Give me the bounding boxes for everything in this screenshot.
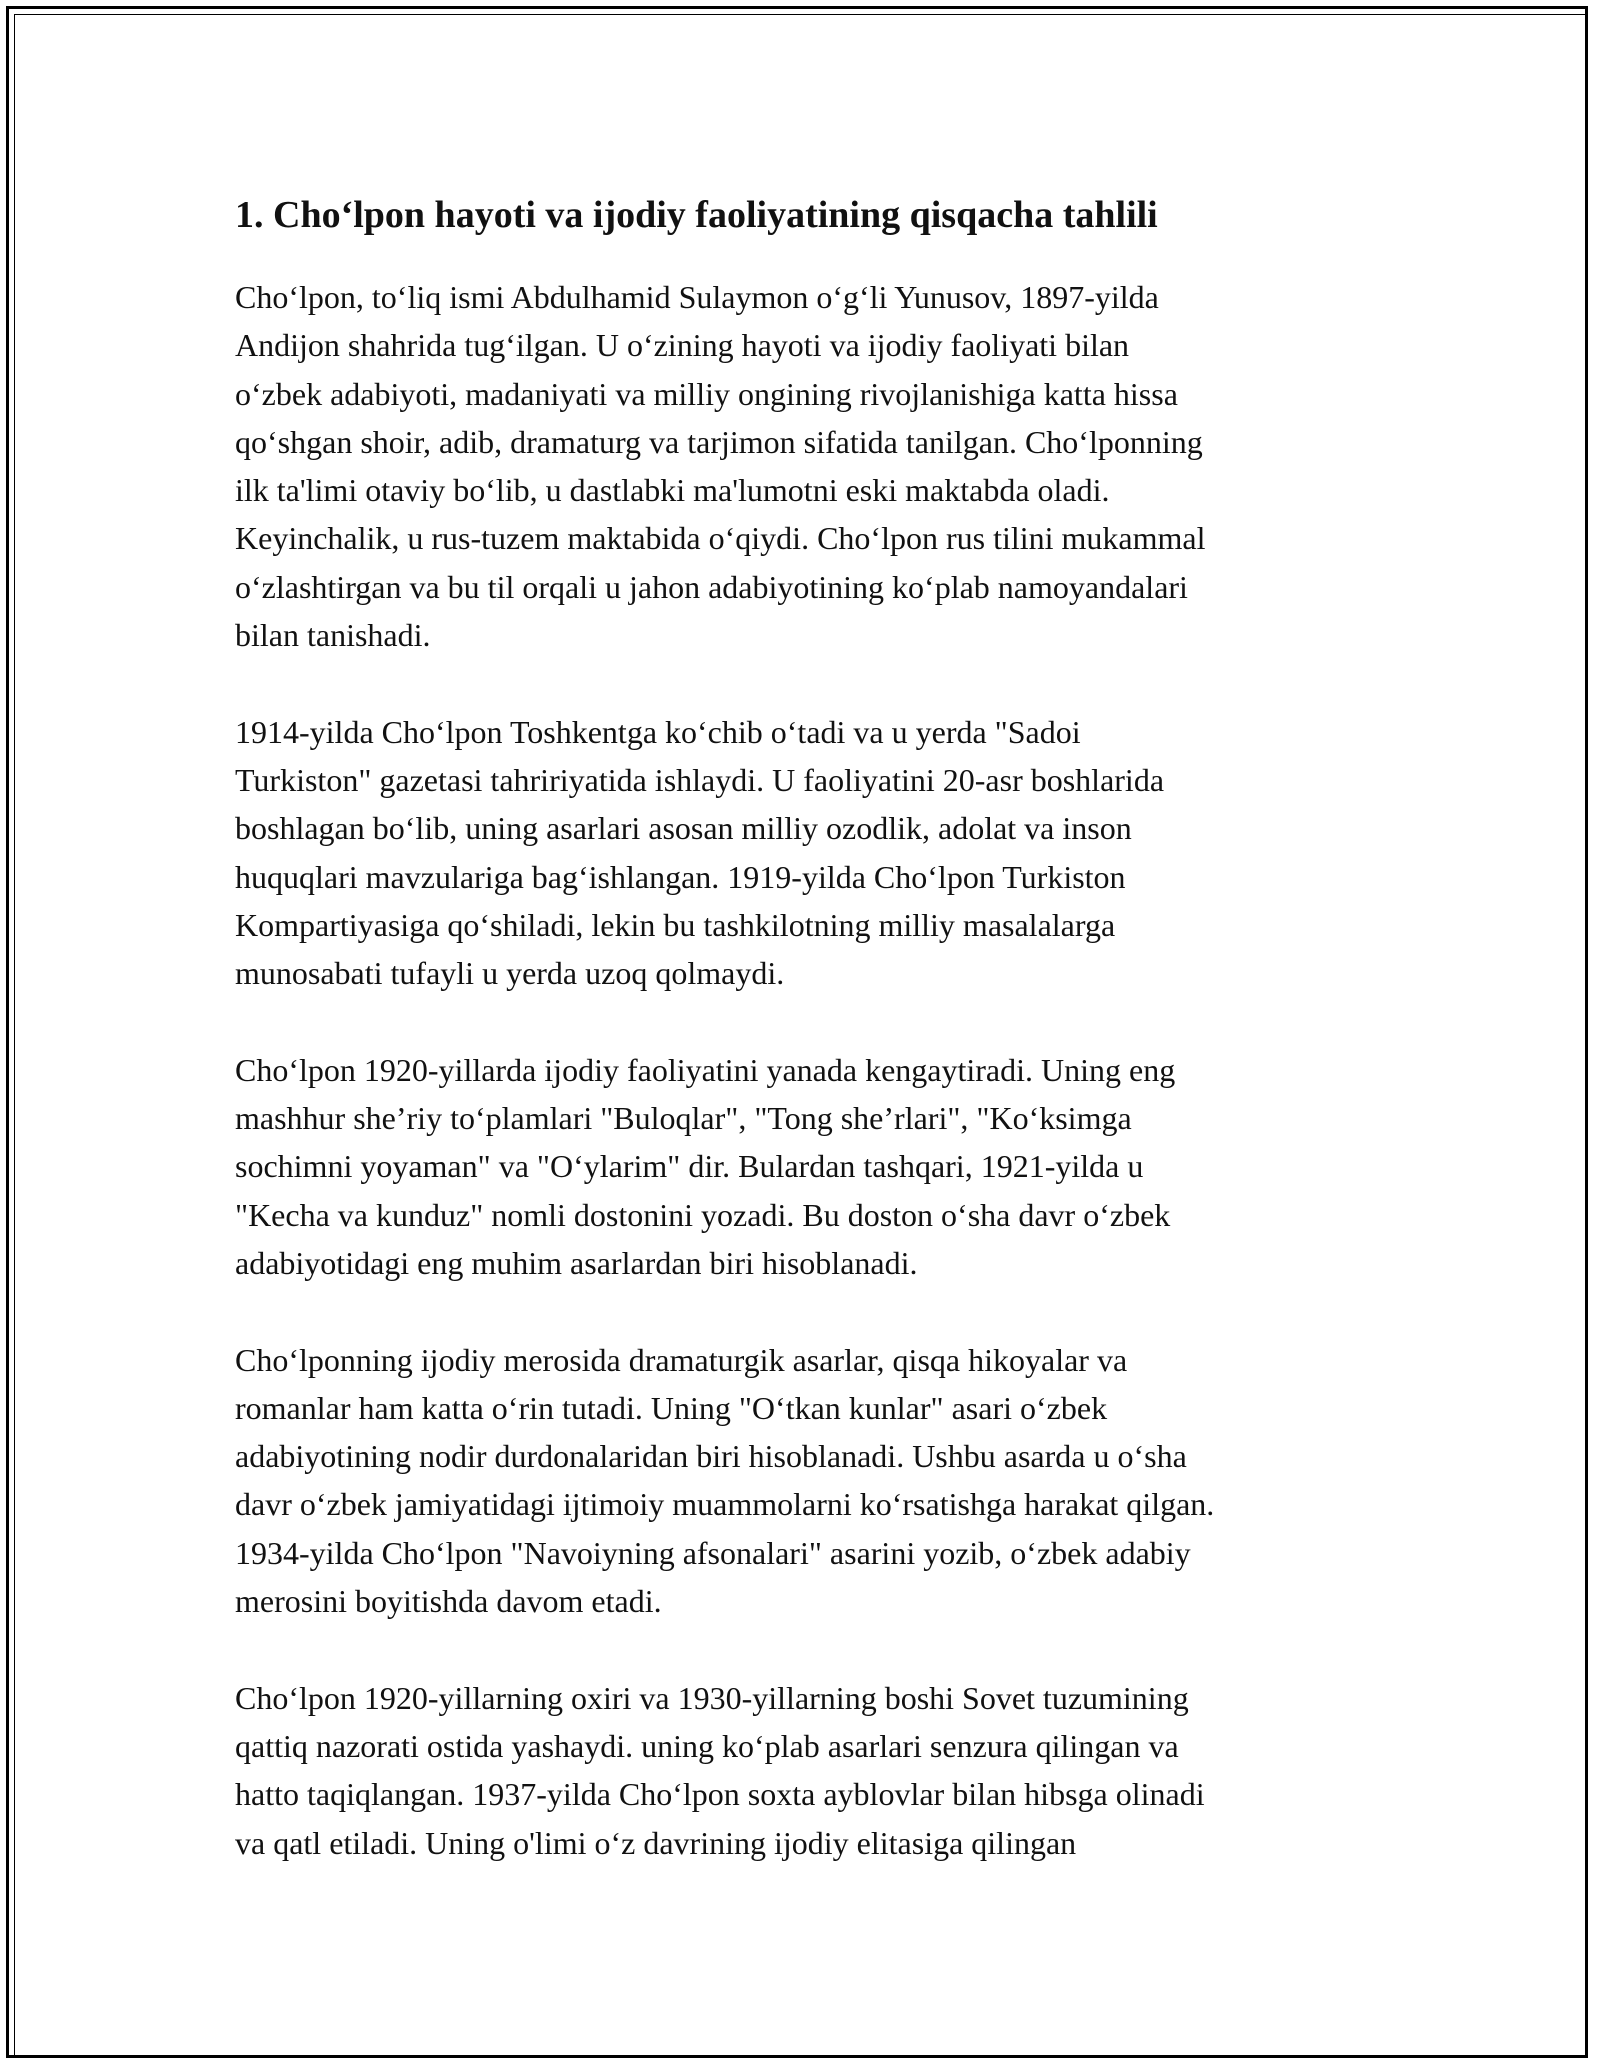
text-line: boshlagan bo‘lib, uning asarlari asosan milliy ozodlik, adolat va inson bbox=[235, 810, 1132, 847]
text-line: hatto taqiqlangan. 1937-yilda Cho‘lpon soxta ayblovlar bilan hibsga olinadi bbox=[235, 1776, 1205, 1813]
text-line: Cho‘lponning ijodiy merosida dramaturgik asarlar, qisqa hikoyalar va bbox=[235, 1341, 1128, 1378]
paragraph-5 bbox=[235, 1674, 1375, 1867]
text-line: o‘zbek adabiyoti, madaniyati va milliy ongining rivojlanishiga katta hissa bbox=[235, 375, 1178, 412]
paragraph-1 bbox=[235, 273, 1375, 659]
text-line: bilan tanishadi. bbox=[235, 617, 431, 654]
document-body bbox=[235, 185, 1375, 1915]
text-line: sochimni yoyaman" va "O‘ylarim" dir. Bulardan tashqari, 1921-yilda u bbox=[235, 1148, 1144, 1185]
text-line: munosabati tufayli u yerda uzoq qolmaydi. bbox=[235, 955, 785, 992]
text-line: va qatl etiladi. Uning o'limi o‘z davrining ijodiy elitasiga qilingan bbox=[235, 1824, 1077, 1861]
text-line: mashhur she’riy to‘plamlari "Buloqlar", "Tong she’rlari", "Ko‘ksimga bbox=[235, 1100, 1132, 1137]
paragraph-3 bbox=[235, 1046, 1375, 1287]
text-line: romanlar ham katta o‘rin tutadi. Uning "O‘tkan kunlar" asari o‘zbek bbox=[235, 1389, 1108, 1426]
text-line: Andijon shahrida tug‘ilgan. U o‘zining hayoti va ijodiy faoliyati bilan bbox=[235, 327, 1130, 364]
text-line: adabiyotidagi eng muhim asarlardan biri hisoblanadi. bbox=[235, 1244, 918, 1281]
text-line: Cho‘lpon 1920-yillarda ijodiy faoliyatini yanada kengaytiradi. Uning eng bbox=[235, 1051, 1176, 1088]
text-line: "Kecha va kunduz" nomli dostonini yozadi. Bu doston o‘sha davr o‘zbek bbox=[235, 1196, 1171, 1233]
text-line: Turkiston" gazetasi tahririyatida ishlaydi. U faoliyatini 20-asr boshlarida bbox=[235, 761, 1165, 798]
text-line: o‘zlashtirgan va bu til orqali u jahon adabiyotining ko‘plab namoyandalari bbox=[235, 568, 1188, 605]
text-line: 1914-yilda Cho‘lpon Toshkentga ko‘chib o‘tadi va u yerda "Sadoi bbox=[235, 713, 1081, 750]
text-line: huquqlari mavzulariga bag‘ishlangan. 1919-yilda Cho‘lpon Turkiston bbox=[235, 858, 1126, 895]
section-heading: 1. Cho‘lpon hayoti va ijodiy faoliyatining qisqacha tahlili bbox=[235, 194, 1158, 236]
paragraph-4 bbox=[235, 1336, 1375, 1626]
text-line: adabiyotining nodir durdonalaridan biri hisoblanadi. Ushbu asarda u o‘sha bbox=[235, 1438, 1187, 1475]
text-line: 1934-yilda Cho‘lpon "Navoiyning afsonalari" asarini yozib, o‘zbek adabiy bbox=[235, 1534, 1191, 1571]
text-line: merosini boyitishda davom etadi. bbox=[235, 1583, 662, 1620]
text-line: davr o‘zbek jamiyatidagi ijtimoiy muammolarni ko‘rsatishga harakat qilgan. bbox=[235, 1486, 1215, 1523]
text-line: Keyinchalik, u rus-tuzem maktabida o‘qiydi. Cho‘lpon rus tilini mukammal bbox=[235, 520, 1206, 557]
text-line: Kompartiyasiga qo‘shiladi, lekin bu tashkilotning milliy masalalarga bbox=[235, 906, 1116, 943]
text-line: qattiq nazorati ostida yashaydi. uning ko‘plab asarlari senzura qilingan va bbox=[235, 1727, 1179, 1764]
text-line: Cho‘lpon, to‘liq ismi Abdulhamid Sulaymon o‘g‘li Yunusov, 1897-yilda bbox=[235, 279, 1159, 315]
text-line: qo‘shgan shoir, adib, dramaturg va tarjimon sifatida tanilgan. Cho‘lponning bbox=[235, 423, 1203, 460]
text-line: Cho‘lpon 1920-yillarning oxiri va 1930-yillarning boshi Sovet tuzumining bbox=[235, 1679, 1189, 1716]
paragraph-2 bbox=[235, 708, 1375, 998]
text-line: ilk ta'limi otaviy bo‘lib, u dastlabki ma'lumotni eski maktabda oladi. bbox=[235, 472, 1110, 509]
